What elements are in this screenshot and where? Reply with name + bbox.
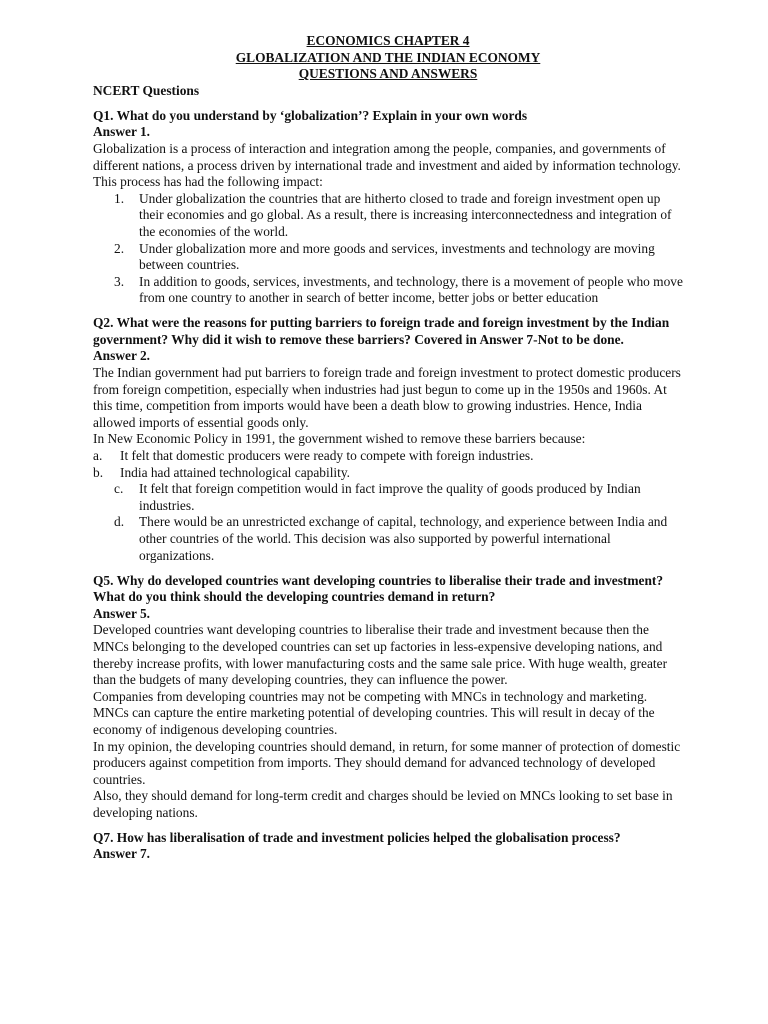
list-marker: b. (93, 464, 104, 480)
doc-title-line2: GLOBALIZATION AND THE INDIAN ECONOMY (235, 49, 541, 65)
list-item-text: There would be an unrestricted exchange of capital, technology, and experience between India and other countries of the world. This decision was also supported by powerful international organizations. (139, 514, 668, 563)
list-item (93, 274, 683, 307)
question-5: Q5. Why do developed countries want developing countries to liberalise their trade and investment? What do you think should the developing countries demand in return? (93, 572, 664, 605)
list-item-text: It felt that domestic producers were ready to compete with foreign industries. (120, 448, 534, 464)
list-marker: c. (114, 481, 124, 497)
answer-2-label: Answer 2. (93, 348, 151, 364)
answer-5-paragraph: Companies from developing countries may not be competing with MNCs in technology and marketing. MNCs can capture the entire marketing potential of developing countries. This will result in decay of the economy of indigenous developing countries. (93, 688, 655, 737)
list-item (93, 241, 683, 274)
answer-1-paragraph: This process has had the following impact: (93, 174, 323, 190)
answer-2-paragraph: The Indian government had put barriers to foreign trade and foreign investment to protect domestic producers from foreign competition, especially when industries had just begun to come up in the 1950s and 1960s. At this time, competition from imports would have been a death blow to growing industries. Hence, India allowed imports of essential goods only. (93, 365, 681, 430)
answer-2-paragraph: In New Economic Policy in 1991, the government wished to remove these barriers because: (93, 431, 586, 447)
list-marker: d. (114, 514, 125, 530)
list-marker: 3. (114, 273, 125, 289)
doc-title-line1: ECONOMICS CHAPTER 4 (306, 33, 470, 48)
list-item (93, 481, 683, 514)
list-item-text: India had attained technological capability. (120, 464, 351, 480)
list-marker: a. (93, 448, 103, 464)
section-heading: NCERT Questions (93, 82, 200, 98)
list-item (93, 448, 683, 465)
answer-5-paragraph: In my opinion, the developing countries should demand, in return, for some manner of protection of domestic producers against competition from imports. They should demand for advanced technology of developed countries. (93, 738, 681, 787)
list-item-text: Under globalization the countries that are hitherto closed to trade and foreign investment open up their economies and go global. As a result, there is increasing interconnectedness and integration of the economies of the world. (139, 190, 672, 239)
question-7: Q7. How has liberalisation of trade and investment policies helped the globalisation process? (93, 829, 621, 845)
list-marker: 2. (114, 240, 125, 256)
answer-5-label: Answer 5. (93, 605, 151, 621)
answer-1-label: Answer 1. (93, 124, 151, 140)
list-item-text: In addition to goods, services, investments, and technology, there is a movement of people who move from one country to another in search of better income, better jobs or better education (139, 273, 683, 306)
document-content (93, 33, 683, 863)
doc-title-line3: QUESTIONS AND ANSWERS (298, 66, 478, 82)
answer-5-paragraph: Also, they should demand for long-term credit and charges should be levied on MNCs looking to set base in developing nations. (93, 788, 673, 820)
question-2: Q2. What were the reasons for putting barriers to foreign trade and foreign investment by the Indian government? Why did it wish to remove these barriers? Covered in Answer 7-Not to be done. (93, 315, 670, 347)
list-item-text: It felt that foreign competition would in fact improve the quality of goods produced by Indian industries. (139, 481, 641, 513)
answer-7-label: Answer 7. (93, 846, 151, 862)
answer-5-paragraph: Developed countries want developing countries to liberalise their trade and investment because then the MNCs belonging to the developed countries can set up factories in less-expensive developing nations, and thereby increase profits, with lower manufacturing costs and the same sale price. With huge wealth, greater than the budgets of many developing countries, they can influence the power. (93, 622, 668, 688)
list-item (93, 191, 683, 241)
list-marker: 1. (114, 190, 125, 206)
answer-1-paragraph: Globalization is a process of interaction and integration among the people, companies, and governments of different nations, a process driven by international trade and investment and aided by information technology. (93, 140, 681, 173)
question-1: Q1. What do you understand by ‘globalization’? Explain in your own words (93, 107, 528, 123)
list-item (93, 514, 683, 564)
list-item (93, 465, 683, 482)
list-item-text: Under globalization more and more goods and services, investments and technology are moving between countries. (139, 240, 655, 273)
